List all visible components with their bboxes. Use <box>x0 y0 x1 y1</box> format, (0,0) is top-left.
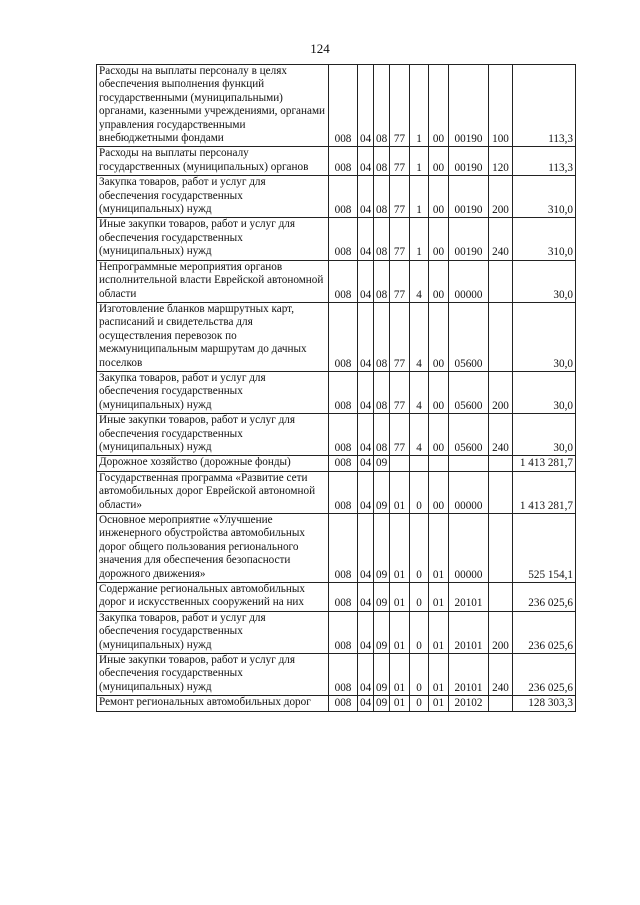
cell-programma: 77 <box>390 65 410 147</box>
table-row <box>97 514 576 583</box>
cell-razdel: 04 <box>358 147 374 176</box>
cell-napravlenie: 00190 <box>449 65 489 147</box>
cell-napravlenie: 05600 <box>449 302 489 371</box>
cell-podprogramma: 1 <box>410 176 429 218</box>
cell-summa: 30,0 <box>513 302 576 371</box>
row-name: Расходы на выплаты персоналу в целях обеспечения выполнения функций государственными (муниципальными) органами, казенными учреждениями, органами управления государственными внебюджетными фондами <box>97 65 329 147</box>
row-name: Государственная программа «Развитие сети автомобильных дорог Еврейской автономной области» <box>97 471 329 513</box>
table-row <box>97 611 576 653</box>
cell-osn-meropriyatie: 01 <box>429 654 449 696</box>
cell-summa: 310,0 <box>513 218 576 260</box>
cell-razdel: 04 <box>358 696 374 711</box>
cell-razdel: 04 <box>358 302 374 371</box>
cell-napravlenie: 20101 <box>449 583 489 612</box>
table-row <box>97 218 576 260</box>
cell-programma: 77 <box>390 371 410 413</box>
cell-podrazdel: 08 <box>374 302 390 371</box>
cell-razdel: 04 <box>358 218 374 260</box>
table-row <box>97 654 576 696</box>
cell-vid-rashodov: 240 <box>489 654 513 696</box>
cell-summa: 525 154,1 <box>513 514 576 583</box>
cell-napravlenie <box>449 456 489 471</box>
cell-napravlenie: 05600 <box>449 414 489 456</box>
cell-summa: 236 025,6 <box>513 583 576 612</box>
cell-razdel: 04 <box>358 371 374 413</box>
row-name: Иные закупки товаров, работ и услуг для обеспечения государственных (муниципальных) нужд <box>97 414 329 456</box>
cell-podrazdel: 08 <box>374 147 390 176</box>
cell-napravlenie: 20101 <box>449 611 489 653</box>
cell-podprogramma: 1 <box>410 65 429 147</box>
row-name: Дорожное хозяйство (дорожные фонды) <box>97 456 329 471</box>
cell-osn-meropriyatie: 00 <box>429 414 449 456</box>
table-row <box>97 583 576 612</box>
cell-glava: 008 <box>329 696 358 711</box>
cell-razdel: 04 <box>358 414 374 456</box>
cell-vid-rashodov: 240 <box>489 218 513 260</box>
cell-podrazdel: 08 <box>374 414 390 456</box>
table-row <box>97 696 576 711</box>
cell-vid-rashodov: 200 <box>489 371 513 413</box>
row-name: Закупка товаров, работ и услуг для обеспечения государственных (муниципальных) нужд <box>97 371 329 413</box>
row-name: Основное мероприятие «Улучшение инженерного обустройства автомобильных дорог общего пользования регионального значения для обеспечения безопасности дорожного движения» <box>97 514 329 583</box>
table-row <box>97 456 576 471</box>
cell-napravlenie: 00190 <box>449 218 489 260</box>
cell-osn-meropriyatie: 01 <box>429 696 449 711</box>
table-row <box>97 176 576 218</box>
cell-summa: 1 413 281,7 <box>513 471 576 513</box>
cell-podrazdel: 09 <box>374 471 390 513</box>
cell-napravlenie: 20101 <box>449 654 489 696</box>
cell-osn-meropriyatie: 00 <box>429 302 449 371</box>
cell-podprogramma: 0 <box>410 696 429 711</box>
cell-programma: 01 <box>390 654 410 696</box>
cell-podrazdel: 08 <box>374 218 390 260</box>
cell-podrazdel: 08 <box>374 65 390 147</box>
cell-programma: 01 <box>390 611 410 653</box>
cell-glava: 008 <box>329 514 358 583</box>
cell-podrazdel: 08 <box>374 371 390 413</box>
cell-programma: 77 <box>390 176 410 218</box>
cell-vid-rashodov <box>489 514 513 583</box>
cell-vid-rashodov <box>489 456 513 471</box>
row-name: Изготовление бланков маршрутных карт, расписаний и свидетельства для осуществления перевозок по межмуниципальным маршрутам до дачных поселков <box>97 302 329 371</box>
cell-glava: 008 <box>329 302 358 371</box>
cell-podrazdel: 09 <box>374 696 390 711</box>
cell-napravlenie: 00000 <box>449 471 489 513</box>
cell-programma: 01 <box>390 514 410 583</box>
cell-vid-rashodov: 200 <box>489 176 513 218</box>
cell-podprogramma: 4 <box>410 260 429 302</box>
cell-osn-meropriyatie: 01 <box>429 611 449 653</box>
cell-napravlenie: 05600 <box>449 371 489 413</box>
table-row <box>97 371 576 413</box>
cell-summa: 113,3 <box>513 65 576 147</box>
cell-podrazdel: 09 <box>374 456 390 471</box>
cell-podprogramma: 4 <box>410 302 429 371</box>
table-row <box>97 302 576 371</box>
cell-programma: 77 <box>390 414 410 456</box>
cell-glava: 008 <box>329 654 358 696</box>
cell-programma: 77 <box>390 302 410 371</box>
cell-podprogramma: 1 <box>410 147 429 176</box>
cell-napravlenie: 00000 <box>449 260 489 302</box>
cell-napravlenie: 20102 <box>449 696 489 711</box>
cell-programma: 01 <box>390 696 410 711</box>
cell-osn-meropriyatie: 00 <box>429 260 449 302</box>
row-name: Расходы на выплаты персоналу государственных (муниципальных) органов <box>97 147 329 176</box>
cell-osn-meropriyatie: 01 <box>429 583 449 612</box>
cell-vid-rashodov: 120 <box>489 147 513 176</box>
cell-podrazdel: 09 <box>374 514 390 583</box>
cell-razdel: 04 <box>358 65 374 147</box>
cell-glava: 008 <box>329 414 358 456</box>
cell-razdel: 04 <box>358 654 374 696</box>
cell-razdel: 04 <box>358 176 374 218</box>
cell-podprogramma: 4 <box>410 371 429 413</box>
page-number: 124 <box>310 41 330 56</box>
cell-podrazdel: 09 <box>374 611 390 653</box>
cell-summa: 128 303,3 <box>513 696 576 711</box>
cell-razdel: 04 <box>358 514 374 583</box>
cell-podrazdel: 09 <box>374 583 390 612</box>
cell-podrazdel: 08 <box>374 260 390 302</box>
row-name: Ремонт региональных автомобильных дорог <box>97 696 329 711</box>
cell-podprogramma <box>410 456 429 471</box>
cell-summa: 236 025,6 <box>513 611 576 653</box>
cell-summa: 30,0 <box>513 260 576 302</box>
cell-vid-rashodov <box>489 696 513 711</box>
row-name: Содержание региональных автомобильных дорог и искусственных сооружений на них <box>97 583 329 612</box>
cell-summa: 1 413 281,7 <box>513 456 576 471</box>
cell-napravlenie: 00190 <box>449 147 489 176</box>
cell-vid-rashodov: 200 <box>489 611 513 653</box>
cell-osn-meropriyatie: 00 <box>429 147 449 176</box>
cell-summa: 30,0 <box>513 371 576 413</box>
cell-vid-rashodov <box>489 471 513 513</box>
cell-podprogramma: 4 <box>410 414 429 456</box>
cell-programma <box>390 456 410 471</box>
cell-podrazdel: 09 <box>374 654 390 696</box>
cell-podprogramma: 0 <box>410 611 429 653</box>
table-row <box>97 414 576 456</box>
row-name: Иные закупки товаров, работ и услуг для обеспечения государственных (муниципальных) нужд <box>97 654 329 696</box>
cell-vid-rashodov <box>489 302 513 371</box>
cell-podrazdel: 08 <box>374 176 390 218</box>
cell-programma: 77 <box>390 218 410 260</box>
cell-podprogramma: 0 <box>410 654 429 696</box>
budget-table <box>96 64 576 712</box>
cell-razdel: 04 <box>358 583 374 612</box>
cell-glava: 008 <box>329 456 358 471</box>
cell-vid-rashodov: 100 <box>489 65 513 147</box>
cell-programma: 01 <box>390 471 410 513</box>
cell-osn-meropriyatie: 00 <box>429 471 449 513</box>
row-name: Непрограммные мероприятия органов исполнительной власти Еврейской автономной области <box>97 260 329 302</box>
cell-glava: 008 <box>329 176 358 218</box>
cell-osn-meropriyatie: 00 <box>429 218 449 260</box>
cell-podprogramma: 0 <box>410 471 429 513</box>
cell-podprogramma: 0 <box>410 514 429 583</box>
cell-glava: 008 <box>329 583 358 612</box>
cell-glava: 008 <box>329 371 358 413</box>
table-body <box>97 65 576 712</box>
cell-osn-meropriyatie <box>429 456 449 471</box>
cell-summa: 30,0 <box>513 414 576 456</box>
table-row <box>97 65 576 147</box>
cell-glava: 008 <box>329 65 358 147</box>
cell-podprogramma: 1 <box>410 218 429 260</box>
cell-programma: 01 <box>390 583 410 612</box>
cell-glava: 008 <box>329 260 358 302</box>
cell-programma: 77 <box>390 260 410 302</box>
cell-vid-rashodov <box>489 583 513 612</box>
cell-napravlenie: 00190 <box>449 176 489 218</box>
cell-osn-meropriyatie: 01 <box>429 514 449 583</box>
cell-vid-rashodov <box>489 260 513 302</box>
cell-razdel: 04 <box>358 456 374 471</box>
table-row <box>97 147 576 176</box>
row-name: Закупка товаров, работ и услуг для обеспечения государственных (муниципальных) нужд <box>97 611 329 653</box>
row-name: Закупка товаров, работ и услуг для обеспечения государственных (муниципальных) нужд <box>97 176 329 218</box>
cell-summa: 236 025,6 <box>513 654 576 696</box>
cell-glava: 008 <box>329 218 358 260</box>
cell-podprogramma: 0 <box>410 583 429 612</box>
cell-razdel: 04 <box>358 260 374 302</box>
row-name: Иные закупки товаров, работ и услуг для обеспечения государственных (муниципальных) нужд <box>97 218 329 260</box>
cell-razdel: 04 <box>358 611 374 653</box>
table-row <box>97 260 576 302</box>
cell-glava: 008 <box>329 147 358 176</box>
cell-vid-rashodov: 240 <box>489 414 513 456</box>
table-row <box>97 471 576 513</box>
cell-razdel: 04 <box>358 471 374 513</box>
cell-summa: 113,3 <box>513 147 576 176</box>
cell-summa: 310,0 <box>513 176 576 218</box>
cell-osn-meropriyatie: 00 <box>429 176 449 218</box>
cell-glava: 008 <box>329 611 358 653</box>
cell-osn-meropriyatie: 00 <box>429 371 449 413</box>
cell-programma: 77 <box>390 147 410 176</box>
cell-osn-meropriyatie: 00 <box>429 65 449 147</box>
cell-napravlenie: 00000 <box>449 514 489 583</box>
cell-glava: 008 <box>329 471 358 513</box>
